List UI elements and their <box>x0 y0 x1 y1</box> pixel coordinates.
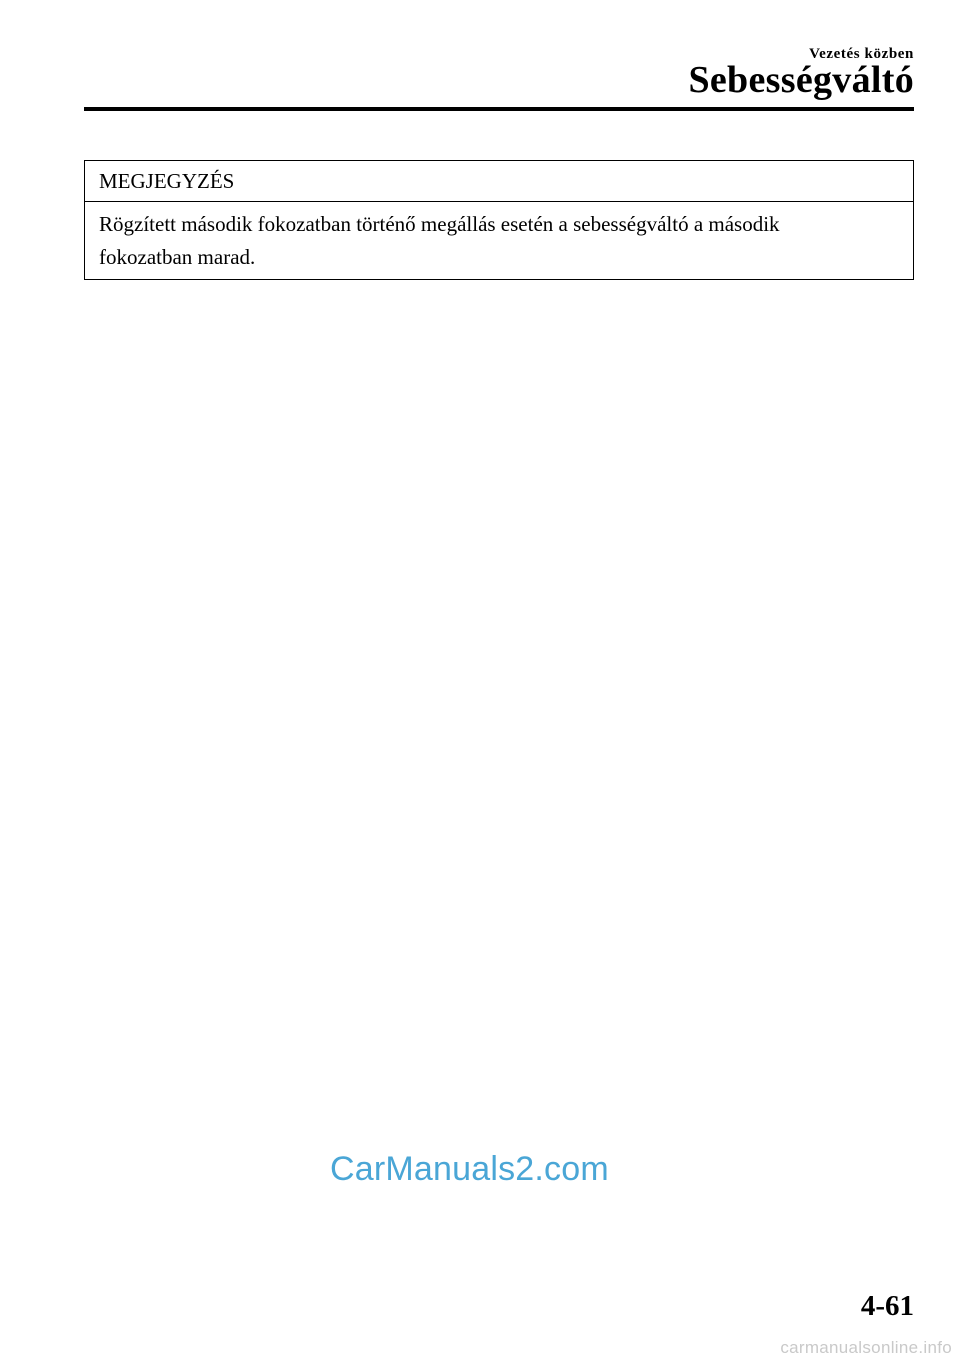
header-divider <box>84 107 914 111</box>
section-name: Vezetés közben <box>809 46 914 62</box>
footer-watermark: carmanualsonline.info <box>780 1338 952 1357</box>
page-title: Sebességváltó <box>688 59 914 101</box>
page-number: 4-61 <box>860 1290 914 1322</box>
note-body: Rögzített második fokozatban történő megállás esetén a sebességváltó a második fokozatban marad. <box>99 212 780 269</box>
site-watermark: CarManuals2.com <box>330 1150 609 1188</box>
note-heading: MEGJEGYZÉS <box>85 161 913 202</box>
note-box <box>84 160 914 280</box>
